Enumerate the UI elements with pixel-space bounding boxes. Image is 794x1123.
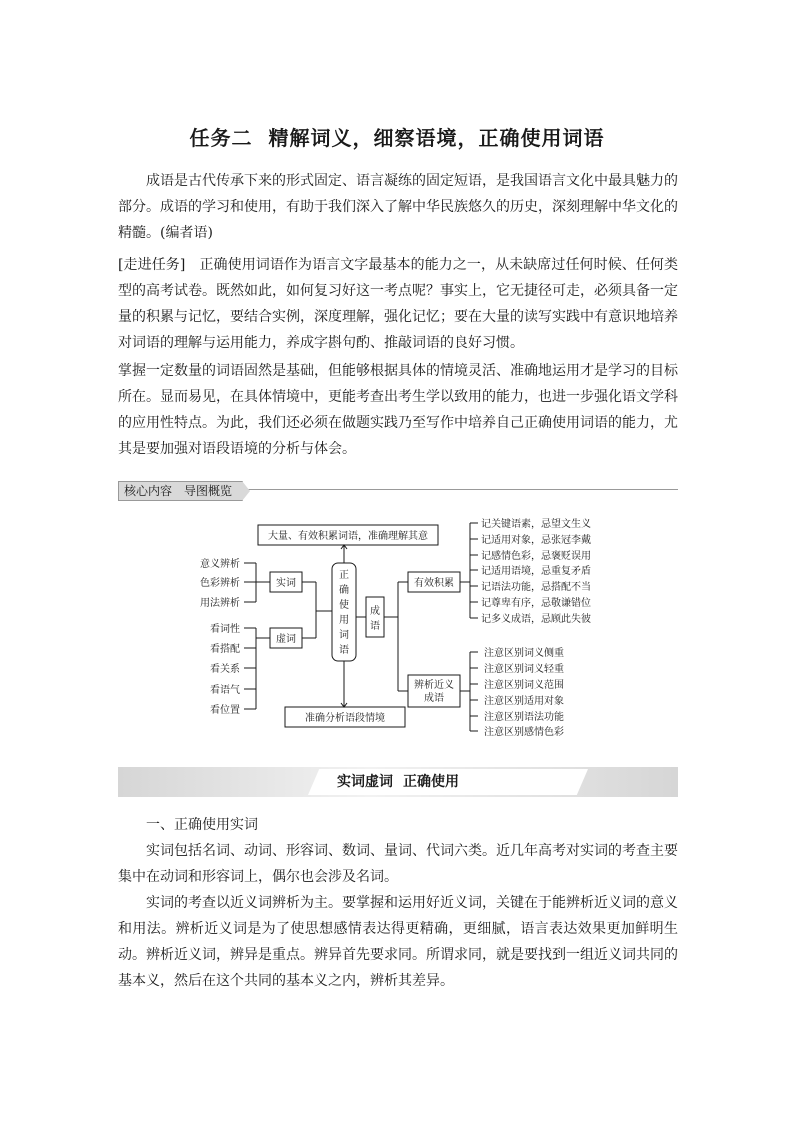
intro-paragraph-2: [走进任务] 正确使用词语作为语言文字最基本的能力之一，从未缺席过任何时候、任何类型的高考试卷。既然如此，如何复习好这一考点呢？事实上，它无捷径可走，必须具备一定量的积累与记忆，要结合实例，深度理解，强化记忆；要在大量的读写实践中有意识地培养对词语的理解与运用能力，养成字斟句酌、推敲词语的良好习惯。: [118, 257, 678, 351]
bianxi-line-1: 辨析近义: [414, 680, 454, 691]
title-part2: 精解词义，细察语境，正确使用词语: [268, 126, 605, 150]
shici-item-3: 用法辨析: [200, 598, 240, 609]
youxiao-text: 有效积累: [414, 578, 454, 589]
chengyu-char-2: 语: [370, 621, 380, 632]
chengyu-char-1: 成: [370, 606, 380, 617]
center-char-4: 用: [339, 615, 349, 626]
youxiao-item-6: 记尊卑有序，忌敬谦错位: [481, 598, 591, 609]
intro-paragraph-3: 掌握一定数量的词语固然是基础，但能够根据具体的情境灵活、准确地运用才是学习的目标所在。显而易见，在具体情境中，更能考查出考生学以致用的能力，也进一步强化语文学科的应用性特点。为此，我们还必须在做题实践乃至写作中培养自己正确使用词语的能力，尤其是要加强对语段语境的分析与体会。: [118, 363, 678, 457]
youxiao-item-7: 记多义成语，忌顾此失彼: [481, 614, 591, 625]
center-char-2: 确: [339, 585, 349, 596]
section-banner: [118, 767, 678, 797]
title-part1: 任务二: [189, 126, 253, 150]
center-char-6: 语: [339, 645, 349, 656]
bianxi-line-2: 成语: [424, 693, 444, 704]
xuci-item-5: 看位置: [210, 705, 240, 716]
youxiao-item-5: 记语法功能，忌搭配不当: [481, 582, 591, 593]
center-char-1: 正: [339, 570, 349, 581]
youxiao-item-3: 记感情色彩，忌褒贬误用: [481, 551, 591, 562]
youxiao-item-2: 记适用对象，忌张冠李戴: [481, 535, 591, 546]
xuci-item-1: 看词性: [210, 624, 240, 635]
bianxi-item-4: 注意区别适用对象: [484, 696, 564, 707]
youxiao-item-1: 记关键语素，忌望文生义: [481, 519, 591, 530]
bianxi-item-5: 注意区别语法功能: [484, 712, 564, 723]
bianxi-item-1: 注意区别词义侧重: [484, 648, 564, 659]
shici-item-2: 色彩辨析: [200, 578, 240, 589]
center-char-5: 词: [339, 630, 349, 641]
top-box-text: 大量、有效积累词语，准确理解其意: [268, 531, 428, 542]
bianxi-item-6: 注意区别感情色彩: [484, 727, 564, 738]
shici-text: 实词: [276, 578, 296, 589]
core-content-label: 核心内容 导图概览: [118, 481, 243, 501]
xuci-item-2: 看搭配: [210, 644, 240, 655]
bottom-box-text: 准确分析语段情境: [305, 713, 385, 724]
mind-map-svg: [150, 505, 630, 745]
bianxi-item-2: 注意区别词义轻重: [484, 664, 564, 675]
xuci-item-3: 看关系: [210, 664, 240, 675]
bianxi-item-3: 注意区别词义范围: [484, 680, 564, 691]
shici-item-1: 意义辨析: [200, 559, 240, 570]
center-char-3: 使: [339, 600, 349, 611]
body-paragraph-1: 实词包括名词、动词、形容词、数词、量词、代词六类。近几年高考对实词的考查主要集中在动词和形容词上，偶尔也会涉及名词。: [118, 843, 678, 885]
section-banner-title: [118, 767, 678, 797]
youxiao-item-4: 记适用语境，忌重复矛盾: [481, 566, 591, 577]
section-heading: 一、正确使用实词: [146, 817, 258, 833]
xuci-item-4: 看语气: [210, 685, 240, 696]
section-banner-part2: 正确使用: [403, 774, 459, 790]
intro-paragraph-1: 成语是古代传承下来的形式固定、语言凝练的固定短语，是我国语言文化中最具魅力的部分。成语的学习和使用，有助于我们深入了解中华民族悠久的历史，深刻理解中华文化的精髓。(编者语): [118, 173, 678, 241]
xuci-text: 虚词: [276, 634, 296, 645]
mind-map-diagram: [150, 505, 630, 745]
body-paragraph-2: 实词的考查以近义词辨析为主。要掌握和运用好近义词，关键在于能辨析近义词的意义和用法。辨析近义词是为了使思想感情表达得更精确，更细腻，语言表达效果更加鲜明生动。辨析近义词，辨异是重点。辨异首先要求同。所谓求同，就是要找到一组近义词共同的基本义，然后在这个共同的基本义之内，辨析其差异。: [118, 895, 678, 989]
section-banner-part1: 实词虚词: [337, 774, 393, 790]
page-title: [0, 122, 794, 151]
core-content-label-bar: [118, 481, 678, 501]
